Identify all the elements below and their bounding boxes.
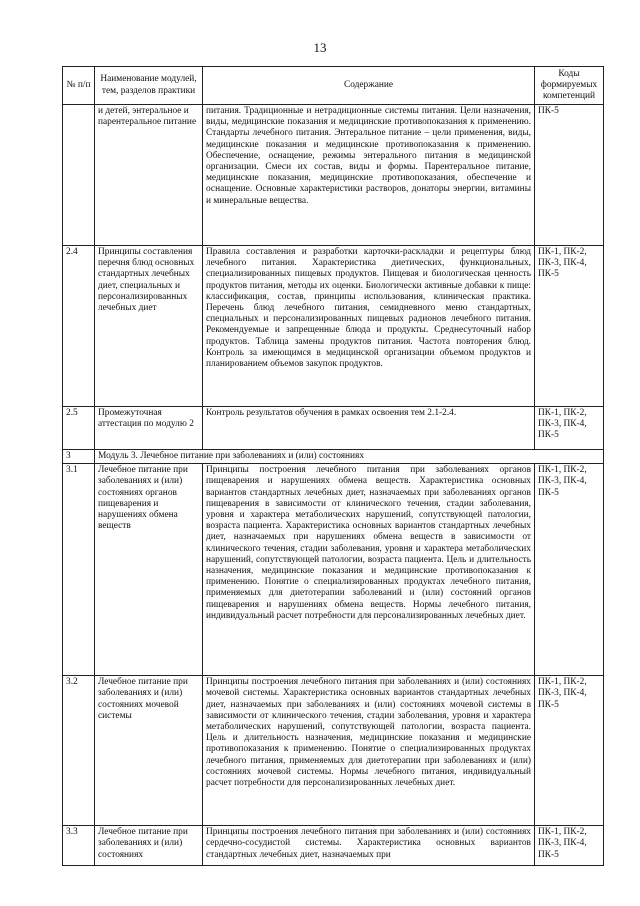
row-content: питания. Традиционные и нетрадиционные системы питания. Цели назначения, виды, медицинские показания и медицинские противопоказания к применению. Стандарты лечебного питания. Энтеральное питание – цели применения, виды, медицинские показания и медицинские противопоказания к применению. Обеспечение, оснащение, режимы энтерального питания в медицинской организации. Смеси их состав, виды и формы. Парентеральное питание, медицинские показания, медицинские противопоказания, обеспечение и оснащение. Основные характеристики растворов, донаторы энергии, витамины и минеральные вещества. [203,105,535,246]
row-num: 2.5 [63,407,95,450]
row-codes: ПК-1, ПК-2, ПК-3, ПК-4, ПК-5 [535,246,604,407]
header-codes: Коды формируемых компетенций [535,67,604,105]
row-content: Правила составления и разработки карточки-раскладки и рецептуры блюд лечебного питания. Характеристика диетических, функциональных, специализированных пищевых продуктов. Пищевая и биологическая ценность продуктов питания, методы их оценки. Биологически активные добавки к пище: классификация, состав, принципы использования, клиническая практика. Перечень блюд лечебного питания, семидневного меню стандартных, специальных и персонализированных пищевых радионов лечебного питания. Рекомендуемые и запрещенные блюда и продукты. Среднесуточный набор продуктов. Таблица замены продуктов питания. Частота повторения блюд. Контроль за имеющимся в медицинской организации объемом продуктов и планированием объемов закупок продуктов. [203,246,535,407]
module-title: Модуль 3. Лечебное питание при заболеваниях и (или) состояниях [95,450,604,464]
row-content: Принципы построения лечебного питания при заболеваниях и (или) состояниях сердечно-сосудистой системы. Характеристика основных вариантов стандартных лечебных диет, назначаемых при [203,826,535,866]
row-name: Лечебное питание при заболеваниях и (или) состояниях органов пищеварения и нарушениях обмена веществ [95,464,203,676]
row-num: 3.3 [63,826,95,866]
header-content: Содержание [203,67,535,105]
row-num: 3.2 [63,676,95,826]
row-name: Лечебное питание при заболеваниях и (или) состояниях [95,826,203,866]
table-row [63,407,604,450]
row-num: 2.4 [63,246,95,407]
table-row [63,105,604,246]
row-content: Принципы построения лечебного питания при заболеваниях органов пищеварения и нарушениях обмена веществ. Характеристика основных вариантов стандартных лечебных диет, назначаемых при заболеваниях органов пищеварения в зависимости от клинического течения, стадии заболевания, уровня и характера метаболических нарушений, сопутствующей патологии, возраста пациента. Характеристика основных вариантов стандартных лечебных диет, назначаемых при нарушениях обмена веществ в зависимости от клинического течения, стадии заболевания, уровня и характера метаболических нарушений, сопутствующей патологии, возраста пациента. Цель и длительность назначения, медицинские показания и медицинские противопоказания к применению. Понятие о специализированных продуктах лечебного питания, применяемых для диетотерапии заболеваний и (или) состояний органов пищеварения и нарушениях обмена веществ. Нормы лечебного питания, индивидуальный расчет потребности для персонализированных лечебных диет. [203,464,535,676]
row-name: и детей, энтеральное и парентеральное питание [95,105,203,246]
row-codes: ПК-5 [535,105,604,246]
table-row [63,246,604,407]
header-num: № п/п [63,67,95,105]
row-name: Принципы составления перечня блюд основных стандартных лечебных диет, специальных и персонализированных лечебных диет [95,246,203,407]
row-codes: ПК-1, ПК-2, ПК-3, ПК-4, ПК-5 [535,464,604,676]
row-content: Контроль результатов обучения в рамках освоения тем 2.1-2.4. [203,407,535,450]
row-codes: ПК-1, ПК-2, ПК-3, ПК-4, ПК-5 [535,826,604,866]
module-num: 3 [63,450,95,464]
row-codes: ПК-1, ПК-2, ПК-3, ПК-4, ПК-5 [535,676,604,826]
table-row [63,464,604,676]
row-content: Принципы построения лечебного питания при заболеваниях и (или) состояниях мочевой системы. Характеристика основных вариантов стандартных лечебных диет, назначаемых при заболеваниях и (или) состояниях мочевой системы в зависимости от клинического течения, стадии заболевания, уровня и характера метаболических нарушений, сопутствующей патологии, возраста пациента. Цель и длительность назначения, медицинские показания и медицинские противопоказания к применению. Понятие о специализированных продуктах лечебного питания, применяемых для диетотерапии при заболеваниях и (или) состояниях мочевой системы. Нормы лечебного питания, индивидуальный расчет потребности для персонализированных лечебных диет. [203,676,535,826]
row-name: Промежуточная аттестация по модулю 2 [95,407,203,450]
table-row [63,826,604,866]
curriculum-table [62,66,604,866]
module-row [63,450,604,464]
row-num: 3.1 [63,464,95,676]
row-num [63,105,95,246]
table-header-row [63,67,604,105]
page-number: 13 [313,40,327,55]
row-name: Лечебное питание при заболеваниях и (или) состояниях мочевой системы [95,676,203,826]
header-name: Наименование модулей, тем, разделов практики [95,67,203,105]
table-row [63,676,604,826]
row-codes: ПК-1, ПК-2, ПК-3, ПК-4, ПК-5 [535,407,604,450]
